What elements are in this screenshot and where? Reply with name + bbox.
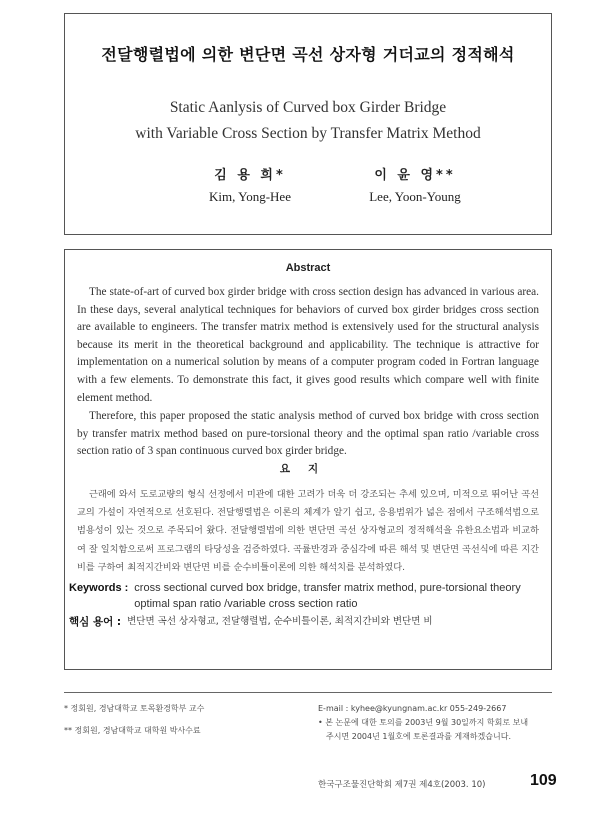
author-affiliations <box>64 702 314 738</box>
author-1-name-en: Kim, Yong-Hee <box>209 189 291 204</box>
title-block <box>64 13 552 235</box>
abstract-paragraph-1: The state-of-art of curved box girder bridge with cross section design has advanced in various area. In these days, several analytical techniques for behaviors of curved box girder bridges cross section are available to engineers. The transfer matrix method is extensively used for the structural analysis because its merit in the theoretical background and applicability. The technique is attractive for implementation on a numerical solution by means of a computer program coded in Fortran language with a few elements. To demonstrate this fact, it gives good results which compare well with finite element method. <box>77 286 539 404</box>
abstract-heading: Abstract <box>285 262 331 274</box>
author-2 <box>335 164 495 205</box>
author-2-name-ko: 이 윤 영** <box>374 168 456 183</box>
keywords-korean: 변단면 곡선 상자형교, 전달행렬법, 순수비틀이론, 최적지간비와 변단면 비 <box>127 616 433 627</box>
summary-korean: 근래에 와서 도로교량의 형식 선정에서 미관에 대한 고려가 더욱 더 강조되는 추세 있으며, 미적으로 뛰어난 곡선교의 가설이 자연적으로 선호된다. 전달행렬법은 이론의 체계가 알기 쉽고, 응용범위가 넓은 점에서 구조해석법으로 범용성이 있는 것으로 주목되어 왔다. 전달행렬법에 의한 변단면 곡선 상자형교의 정적해석을 유한요소법과 비교하여 잘 일치함으로써 프로그램의 타당성을 검증하였다. 곡률반경과 중심각에 따른 해석 및 변단면 곡선식에 따른 지간비를 구하여 최적지간비와 변단면 비를 순수비틀이론에 의한 해석치를 분석하였다. <box>77 489 539 573</box>
abstract-block <box>64 249 552 670</box>
footnote-divider <box>64 692 552 693</box>
paper-title-english-line1: Static Aanlysis of Curved box Girder Bridge <box>169 99 447 116</box>
keywords-korean-label: 핵심 용어 : <box>69 616 122 628</box>
discussion-note-1: • 본 논문에 대한 토의를 2003년 9월 30일까지 학회로 보내 <box>318 718 529 727</box>
affiliation-1: * 정회원, 경남대학교 토목환경학부 교수 <box>64 704 205 713</box>
journal-info: 한국구조물진단학회 제7권 제4호(2003. 10) <box>318 780 486 790</box>
contact-note <box>318 702 554 744</box>
author-2-name-en: Lee, Yoon-Young <box>369 189 461 204</box>
author-1-name-ko: 김 용 희* <box>214 168 286 183</box>
paper-title-english-line2: with Variable Cross Section by Transfer Matrix Method <box>135 125 481 142</box>
paper-title-korean: 전달행렬법에 의한 변단면 곡선 상자형 거더교의 정적해석 <box>101 45 515 64</box>
affiliation-2: ** 정회원, 경남대학교 대학원 박사수료 <box>64 726 201 735</box>
keywords-section <box>69 580 543 630</box>
author-1 <box>175 164 325 205</box>
abstract-paragraph-2: Therefore, this paper proposed the static analysis method of curved box bridge with cross section by transfer matrix method based on pure-torsional theory and the optimal span ratio /variable cross section ratio of 3 span continuous curved box girder bridge. <box>77 410 539 458</box>
contact-email: E-mail : kyhee@kyungnam.ac.kr 055-249-2667 <box>318 704 507 713</box>
summary-heading: 요지 <box>279 463 337 475</box>
keywords-label: Keywords : <box>69 582 129 594</box>
page-number: 109 <box>530 772 557 789</box>
discussion-note-2: 주시면 2004년 1월호에 토론결과를 게재하겠습니다. <box>326 732 511 741</box>
keywords-english: cross sectional curved box bridge, transfer matrix method, pure-torsional theory optimal span ratio /variable cross section ratio <box>134 582 521 610</box>
